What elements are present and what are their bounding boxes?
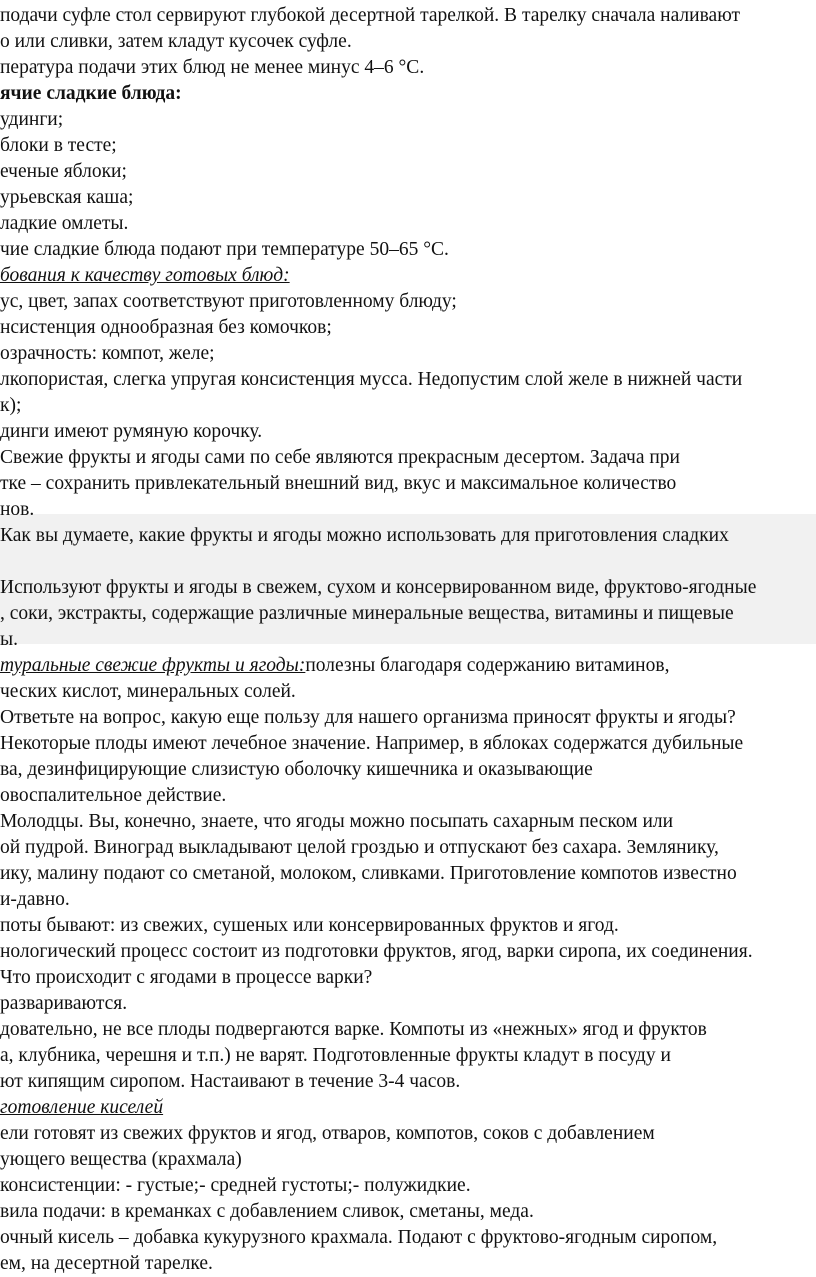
text-line: поты бывают: из свежих, сушеных или консервированных фруктов и ягод. bbox=[0, 915, 619, 936]
text-line: ующего вещества (крахмала) bbox=[0, 1149, 242, 1170]
text-line: Молодцы. Вы, конечно, знаете, что ягоды можно посыпать сахарным песком или bbox=[0, 811, 674, 832]
text-line: овоспалительное действие. bbox=[0, 785, 227, 806]
text-line: нологический процесс состоит из подготовки фруктов, ягод, варки сиропа, их соединения. bbox=[0, 941, 753, 962]
text-line: ют кипящим сиропом. Настаивают в течение 3-4 часов. bbox=[0, 1071, 461, 1092]
text-line: о или сливки, затем кладут кусочек суфле. bbox=[0, 31, 352, 52]
text-line: вила подачи: в креманках с добавлением сливок, сметаны, меда. bbox=[0, 1201, 534, 1222]
text-line: Используют фрукты и ягоды в свежем, сухом и консервированном виде, фруктово-ягодные bbox=[0, 577, 757, 598]
text-line: ику, малину подают со сметаной, молоком, сливками. Приготовление компотов известно bbox=[0, 863, 737, 884]
list-item: блоки в тесте; bbox=[0, 135, 117, 156]
text-line: , соки, экстракты, содержащие различные минеральные вещества, витамины и пищевые bbox=[0, 603, 734, 624]
text-line: ели готовят из свежих фруктов и ягод, отваров, компотов, соков с добавлением bbox=[0, 1123, 655, 1144]
section-heading: бования к качеству готовых блюд: bbox=[0, 265, 290, 286]
text-line: развариваются. bbox=[0, 993, 128, 1014]
subheading: туральные свежие фрукты и ягоды: bbox=[0, 655, 306, 676]
text-line: и-давно. bbox=[0, 889, 70, 910]
text-line: ем, на десертной тарелке. bbox=[0, 1253, 213, 1274]
list-item: ладкие омлеты. bbox=[0, 213, 129, 234]
text-line: Ответьте на вопрос, какую еще пользу для нашего организма приносят фрукты и ягоды? bbox=[0, 707, 736, 728]
section-heading: ячие сладкие блюда: bbox=[0, 83, 182, 104]
text-line: Свежие фрукты и ягоды сами по себе являются прекрасным десертом. Задача при bbox=[0, 447, 680, 468]
text-line: ы. bbox=[0, 629, 18, 650]
list-item: нсистенция однообразная без комочков; bbox=[0, 317, 332, 338]
text-line: подачи суфле стол сервируют глубокой десертной тарелкой. В тарелку сначала наливают bbox=[0, 5, 741, 26]
list-item: лкопористая, слегка упругая консистенция мусса. Недопустим слой желе в нижней части bbox=[0, 369, 743, 390]
list-item: ус, цвет, запах соответствуют приготовленному блюду; bbox=[0, 291, 457, 312]
text-line: ва, дезинфицирующие слизистую оболочку кишечника и оказывающие bbox=[0, 759, 593, 780]
text-line: тке – сохранить привлекательный внешний вид, вкус и максимальное количество bbox=[0, 473, 677, 494]
text-fragment: полезны благодаря содержанию витаминов, bbox=[305, 655, 670, 676]
text-line: пература подачи этих блюд не менее минус 4–6 °С. bbox=[0, 57, 425, 78]
text-line bbox=[0, 653, 669, 679]
text-line: чие сладкие блюда подают при температуре 50–65 °С. bbox=[0, 239, 449, 260]
text-line: очный кисель – добавка кукурузного крахмала. Подают с фруктово-ягодным сиропом, bbox=[0, 1227, 718, 1248]
text-line: ческих кислот, минеральных солей. bbox=[0, 681, 296, 702]
text-line: к); bbox=[0, 395, 22, 416]
text-line: Что происходит с ягодами в процессе варки? bbox=[0, 967, 373, 988]
text-line: довательно, не все плоды подвергаются варке. Компоты из «нежных» ягод и фруктов bbox=[0, 1019, 707, 1040]
list-item: удинги; bbox=[0, 109, 64, 130]
list-item: динги имеют румяную корочку. bbox=[0, 421, 263, 442]
list-item: озрачность: компот, желе; bbox=[0, 343, 215, 364]
list-item: еченые яблоки; bbox=[0, 161, 127, 182]
list-item: урьевская каша; bbox=[0, 187, 134, 208]
text-line: Как вы думаете, какие фрукты и ягоды можно использовать для приготовления сладких bbox=[0, 525, 729, 546]
text-line: Некоторые плоды имеют лечебное значение. Например, в яблоках содержатся дубильные bbox=[0, 733, 744, 754]
section-heading: готовление киселей bbox=[0, 1097, 164, 1118]
text-line: консистенции: - густые;- средней густоты;- полужидкие. bbox=[0, 1175, 471, 1196]
text-line: нов. bbox=[0, 499, 35, 520]
text-line: а, клубника, черешня и т.п.) не варят. Подготовленные фрукты кладут в посуду и bbox=[0, 1045, 671, 1066]
text-line: ой пудрой. Виноград выкладывают целой гроздью и отпускают без сахара. Землянику, bbox=[0, 837, 719, 858]
